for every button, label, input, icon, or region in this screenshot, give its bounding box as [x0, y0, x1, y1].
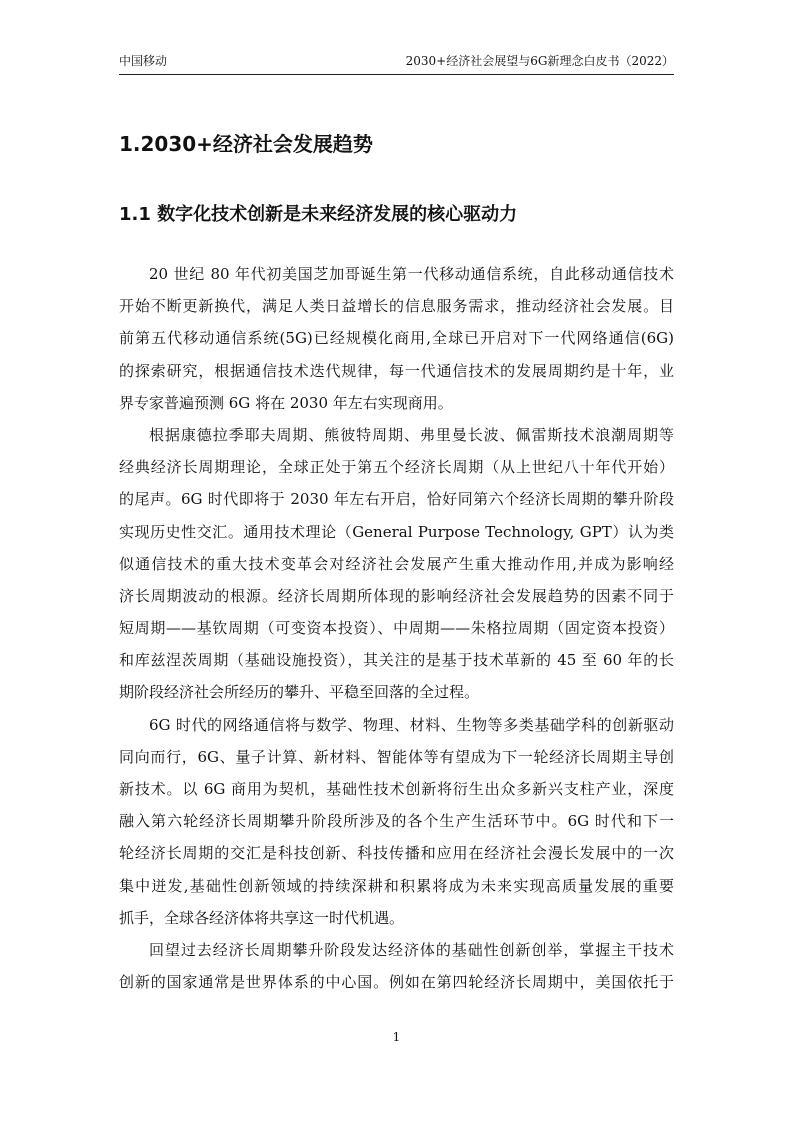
- text-line: 的探索研究，根据通信技术迭代规律，每一代通信技术的发展周期约是十年，业: [119, 361, 674, 380]
- text-line: 新技术。以 6G 商用为契机，基础性技术创新将衍生出众多新兴支柱产业，深度: [119, 780, 674, 798]
- text-line: 经典经济长周期理论，全球正处于第五个经济长周期（从上世纪八十年代开始）: [119, 458, 674, 477]
- header-organization: 中国移动: [119, 54, 168, 68]
- header-document-title: 2030+经济社会展望与6G新理念白皮书（2022）: [405, 54, 674, 68]
- text-line: 和库兹涅茨周期（基础设施投资），其关注的是基于技术革新的 45 至 60 年的长: [119, 651, 674, 670]
- text-line: 济长周期波动的根源。经济长周期所体现的影响经济社会发展趋势的因素不同于: [119, 586, 674, 605]
- text-line: 融入第六轮经济长周期攀升阶段所涉及的各个生产生活环节中。6G 时代和下一: [119, 812, 674, 831]
- text-line: 集中迸发,基础性创新领域的持续深耕和积累将成为未来实现高质量发展的重要: [119, 876, 674, 895]
- paragraph-1: [119, 258, 674, 419]
- text-line: 回望过去经济长周期攀升阶段发达经济体的基础性创新创举，掌握主干技术: [149, 940, 674, 959]
- text-line: 界专家普遍预测 6G 将在 2030 年左右实现商用。: [119, 393, 453, 412]
- body-text: [119, 258, 674, 998]
- text-line: 轮经济长周期的交汇是科技创新、科技传播和应用在经济社会漫长发展中的一次: [119, 844, 674, 863]
- text-line: 同向而行，6G、量子计算、新材料、智能体等有望成为下一轮经济长周期主导创: [119, 747, 674, 766]
- text-line: 根据康德拉季耶夫周期、熊彼特周期、弗里曼长波、佩雷斯技术浪潮周期等: [149, 425, 674, 444]
- text-line: 似通信技术的重大技术变革会对经济社会发展产生重大推动作用,并成为影响经: [119, 554, 674, 573]
- paragraph-3: [119, 709, 674, 934]
- subsection-heading: 1.1 数字化技术创新是未来经济发展的核心驱动力: [119, 204, 518, 225]
- section-heading: 1.2030+经济社会发展趋势: [119, 132, 373, 156]
- text-line: 短周期——基钦周期（可变资本投资）、中周期——朱格拉周期（固定资本投资）: [119, 619, 674, 638]
- text-line: 20 世纪 80 年代初美国芝加哥诞生第一代移动通信系统，自此移动通信技术: [149, 265, 674, 283]
- text-line: 抓手，全球各经济体将共享这一时代机遇。: [119, 908, 405, 927]
- text-line: 前第五代移动通信系统(5G)已经规模化商用,全球已开启对下一代网络通信(6G): [119, 329, 674, 348]
- page-number: 1: [392, 1030, 401, 1044]
- text-line: 期阶段经济社会所经历的攀升、平稳至回落的全过程。: [119, 683, 480, 702]
- text-line: 6G 时代的网络通信将与数学、物理、材料、生物等多类基础学科的创新驱动: [149, 715, 674, 734]
- paragraph-2: [119, 419, 674, 709]
- text-line: 开始不断更新换代，满足人类日益增长的信息服务需求，推动经济社会发展。目: [119, 297, 674, 316]
- page-header: [119, 52, 674, 75]
- paragraph-4: [119, 934, 674, 998]
- text-line: 实现历史性交汇。通用技术理论（General Purpose Technology, GPT）认为类: [119, 522, 674, 541]
- text-line: 创新的国家通常是世界体系的中心国。例如在第四轮经济长周期中，美国依托于: [119, 973, 674, 992]
- text-line: 的尾声。6G 时代即将于 2030 年左右开启，恰好同第六个经济长周期的攀升阶段: [119, 490, 674, 509]
